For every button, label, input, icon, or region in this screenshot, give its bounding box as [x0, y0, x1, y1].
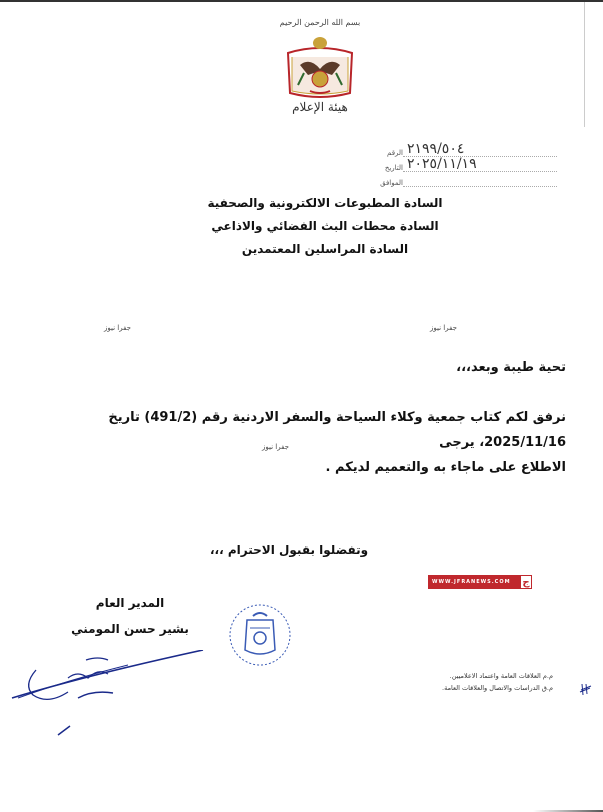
jfranews-url: WWW.JFRANEWS.COM: [432, 579, 511, 585]
recipient-line: السادة محطات البث الفضائي والاذاعي: [211, 219, 439, 233]
reference-number-row: [375, 142, 575, 157]
greeting: تحية طيبة وبعد،،،: [456, 360, 566, 375]
signature-icon: [8, 650, 208, 760]
reference-date-label: التاريخ: [384, 164, 403, 172]
body-line: الاطلاع على ماجاء به والتعميم لديكم .: [325, 460, 566, 475]
reference-date-row: [375, 157, 575, 172]
jordan-coat-of-arms-icon: [280, 35, 360, 103]
body-line: نرفق لكم كتاب جمعية وكلاء السياحة والسفر الاردنية رقم (491/2) تاريخ 2025/11/16، يرجى: [108, 410, 566, 450]
watermark: جفرا نيوز: [104, 324, 131, 332]
signatory-title: المدير العام: [95, 596, 165, 610]
watermark: جفرا نيوز: [430, 324, 457, 332]
signatory-name: بشير حسن المومني: [71, 622, 189, 636]
jfranews-badge: [428, 575, 532, 589]
reference-corresponding-row: [375, 172, 575, 187]
recipient-line: السادة المطبوعات الالكترونية والصحفية: [207, 196, 443, 210]
jfranews-logo-icon: ج: [520, 575, 532, 589]
watermark: جفرا نيوز: [262, 443, 289, 451]
official-stamp-icon: [225, 600, 295, 670]
org-name: هيئة الإعلام: [292, 100, 348, 114]
cc-line: م.ق الدراسات والاتصال والعلاقات العامة.: [442, 684, 553, 692]
recipient-line: السادة المراسلين المعتمدين: [241, 242, 409, 256]
recipients-block: [200, 192, 450, 261]
reference-date-value: ٢٠٢٥/١١/١٩: [403, 157, 557, 172]
cc-line: م.م العلاقات العامة واعتماد الاعلاميين.: [449, 672, 553, 680]
reference-number-value: ٢١٩٩/٥٠٤: [403, 142, 557, 157]
reference-block: [375, 142, 575, 187]
top-border: [0, 0, 603, 2]
scan-edge-line: [584, 2, 585, 127]
reference-number-label: الرقم: [387, 149, 403, 157]
initials-icon: [578, 682, 592, 696]
basmala: بسم الله الرحمن الرحيم: [279, 18, 361, 27]
closing: وتفضلوا بقبول الاحترام ،،،: [210, 543, 369, 557]
cc-list: [383, 670, 553, 694]
reference-corresponding-label: الموافق: [380, 179, 403, 187]
letter-body: [46, 405, 566, 480]
reference-corresponding-value: [403, 186, 557, 187]
